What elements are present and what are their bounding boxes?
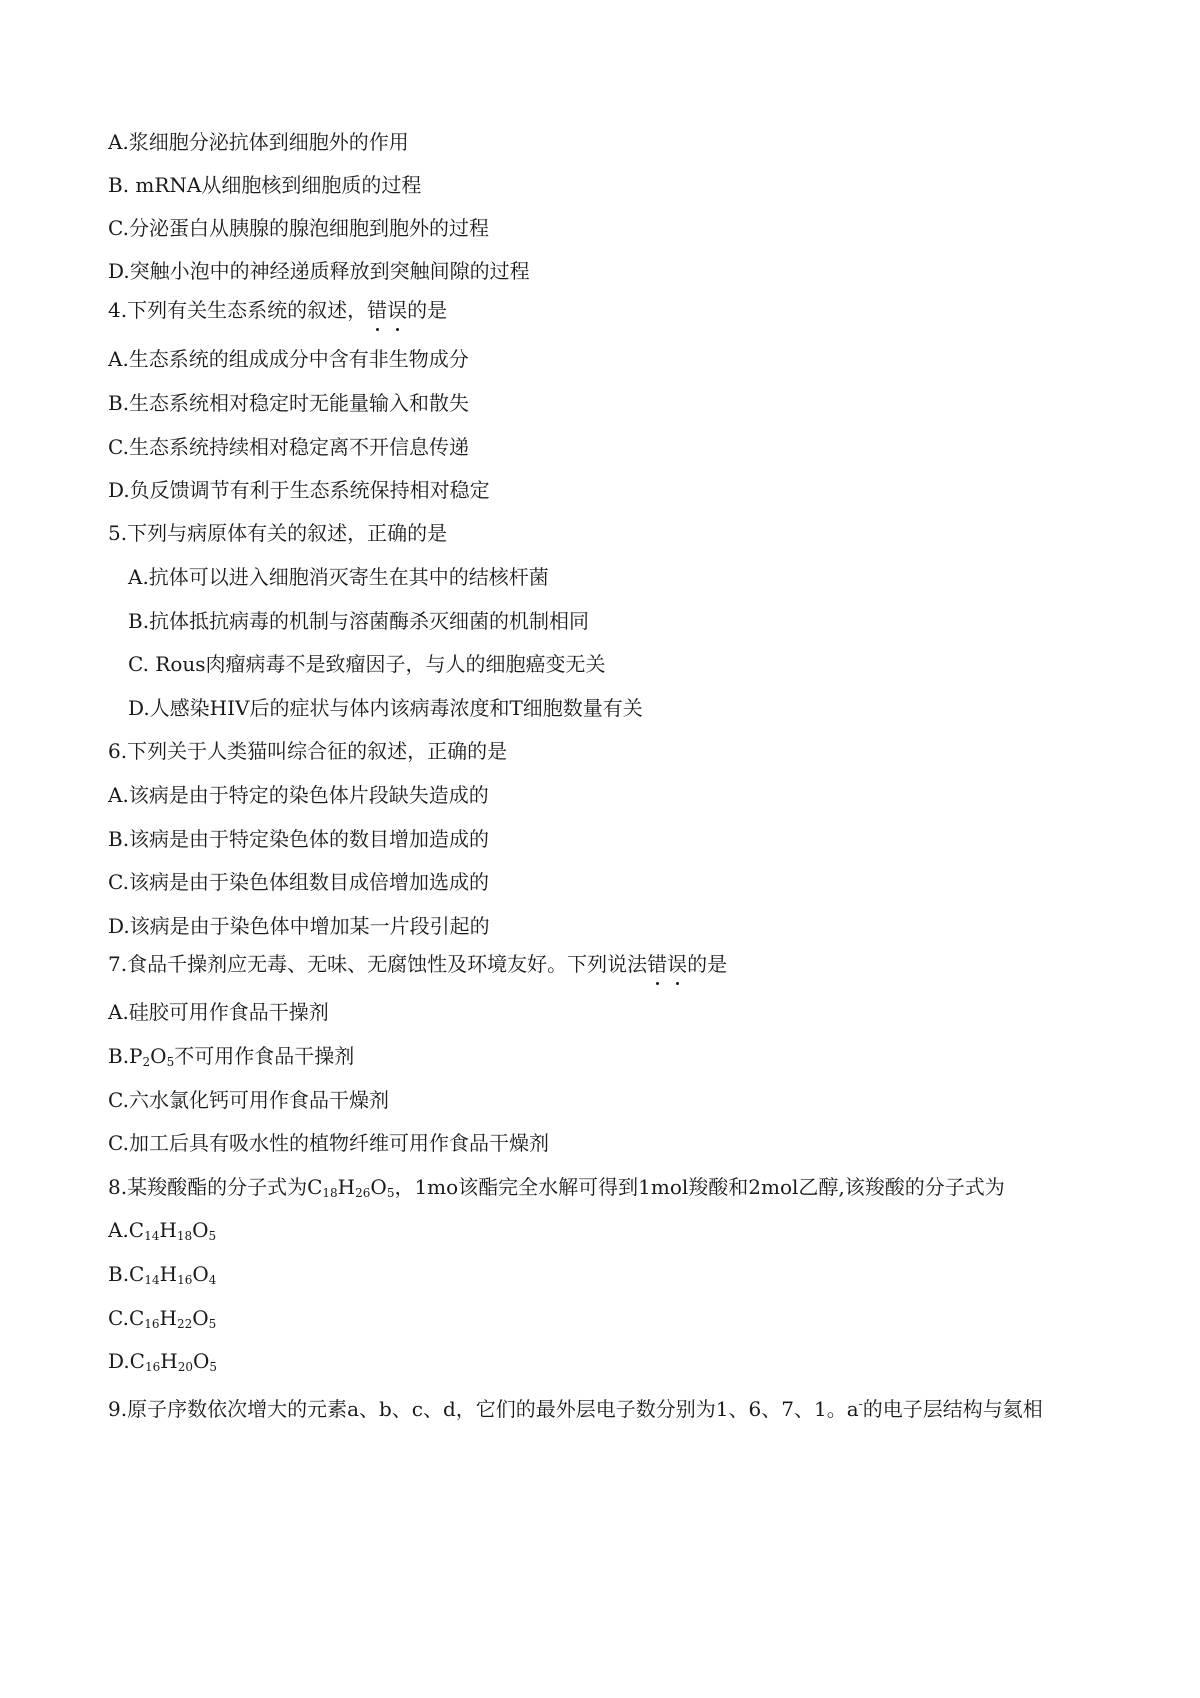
q8-option-b <box>108 1260 216 1288</box>
q8-option-h-sub: 20 <box>177 1360 193 1374</box>
q8-stem-post: ，1mo该酯完全水解可得到1mol羧酸和2mol乙醇,该羧酸的分子式为 <box>394 1175 1005 1199</box>
q5-stem: 5.下列与病原体有关的叙述，正确的是 <box>108 521 448 545</box>
q4-option-b: B.生态系统相对稳定时无能量输入和散失 <box>108 391 470 415</box>
q9-stem-pre: 9.原子序数依次增大的元素a、b、c、d，它们的最外层电子数分别为1、6、7、1。a <box>108 1397 859 1421</box>
q3-option-c: C.分泌蛋白从胰腺的腺泡细胞到胞外的过程 <box>108 216 489 240</box>
q8-option-o-sub: 5 <box>208 1317 217 1331</box>
q8-formula-c-sub: 18 <box>322 1186 338 1200</box>
q7-stem <box>108 950 727 978</box>
q4-option-a: A.生态系统的组成成分中含有非生物成分 <box>108 347 469 371</box>
q7-emphasis-char-1: 错 <box>647 952 668 976</box>
q8-formula-h: H <box>337 1175 356 1199</box>
q8-option-h: H <box>159 1218 177 1242</box>
q8-option-h-sub: 16 <box>177 1273 193 1287</box>
q4-option-d: D.负反馈调节有利于生态系统保持相对稳定 <box>108 478 490 502</box>
q5-option-b: B.抗体抵抗病毒的机制与溶菌酶杀灭细菌的机制相同 <box>128 609 590 633</box>
q8-option-c-sub: 16 <box>144 1360 161 1374</box>
q8-option-c-sub: 16 <box>144 1317 160 1331</box>
q7-stem-post: 的是 <box>687 952 728 976</box>
q7-emphasis-char-2: 误 <box>667 952 688 976</box>
q7-option-c: C.六水氯化钙可用作食品干燥剂 <box>108 1088 389 1112</box>
q8-formula-o-sub: 5 <box>386 1186 395 1200</box>
q8-option-h-sub: 22 <box>176 1317 193 1331</box>
q8-formula-h-sub: 26 <box>355 1186 371 1200</box>
q8-stem <box>108 1173 1005 1201</box>
q7-option-b-sub-2: 5 <box>166 1055 175 1069</box>
q4-stem-pre: 4.下列有关生态系统的叙述， <box>108 298 368 322</box>
q4-option-c: C.生态系统持续相对稳定离不开信息传递 <box>108 435 469 459</box>
q7-option-a: A.硅胶可用作食品干操剂 <box>108 1000 329 1024</box>
q8-option-c-sub: 14 <box>144 1229 160 1243</box>
q7-stem-pre: 7.食品千操剂应无毒、无味、无腐蚀性及环境友好。下列说法 <box>108 952 648 976</box>
q8-option-o-sub: 5 <box>209 1360 218 1374</box>
q9-superscript: - <box>858 1397 863 1411</box>
q8-option-o: O <box>193 1349 210 1373</box>
q3-option-b: B. mRNA从细胞核到细胞质的过程 <box>108 173 422 197</box>
q6-stem: 6.下列关于人类猫叫综合征的叙述，正确的是 <box>108 739 508 763</box>
q7-option-b-rest: 不可用作食品干操剂 <box>174 1044 355 1068</box>
q7-option-b-sub-1: 2 <box>142 1055 151 1069</box>
q8-option-o: O <box>192 1218 209 1242</box>
q7-option-b-o: O <box>150 1044 167 1068</box>
q6-option-d: D.该病是由于染色体中增加某一片段引起的 <box>108 914 490 938</box>
q8-option-c-sub: 14 <box>144 1273 160 1287</box>
q9-stem <box>108 1390 1043 1421</box>
q4-emphasis-char-1: 错 <box>367 298 388 322</box>
q8-option-h: H <box>159 1262 178 1286</box>
q5-option-c: C. Rous肉瘤病毒不是致瘤因子，与人的细胞癌变无关 <box>128 652 606 676</box>
q5-option-d: D.人感染HIV后的症状与体内该病毒浓度和T细胞数量有关 <box>128 696 643 720</box>
q4-emphasis-char-2: 误 <box>387 298 408 322</box>
q8-option-label: D.C <box>108 1349 145 1373</box>
q6-option-a: A.该病是由于特定的染色体片段缺失造成的 <box>108 783 489 807</box>
q8-option-o-sub: 4 <box>208 1273 217 1287</box>
q5-option-a: A.抗体可以进入细胞消灭寄生在其中的结核杆菌 <box>128 565 549 589</box>
q8-option-a <box>108 1216 216 1244</box>
q8-formula-o: O <box>370 1175 387 1199</box>
q3-option-a: A.浆细胞分泌抗体到细胞外的作用 <box>108 130 409 154</box>
q9-stem-post: 的电子层结构与氦相 <box>862 1397 1043 1421</box>
q8-stem-pre: 8.某羧酸酯的分子式为C <box>108 1175 323 1199</box>
q3-option-d: D.突触小泡中的神经递质释放到突触间隙的过程 <box>108 259 530 283</box>
q8-option-h: H <box>159 1306 177 1330</box>
q6-option-c: C.该病是由于染色体组数目成倍增加选成的 <box>108 870 489 894</box>
q8-option-d <box>108 1347 217 1375</box>
q8-option-label: A.C <box>108 1218 145 1242</box>
q8-option-o-sub: 5 <box>208 1229 217 1243</box>
q6-option-b: B.该病是由于特定染色体的数目增加造成的 <box>108 827 490 851</box>
q8-option-o: O <box>192 1306 209 1330</box>
q4-stem <box>108 296 447 324</box>
q8-option-h-sub: 18 <box>176 1229 193 1243</box>
q7-option-d: C.加工后具有吸水性的植物纤维可用作食品干燥剂 <box>108 1131 549 1155</box>
q7-option-b-p: B.P <box>108 1044 143 1068</box>
q8-option-c <box>108 1304 216 1332</box>
q8-option-label: C.C <box>108 1306 145 1330</box>
q7-option-b <box>108 1042 354 1070</box>
q8-option-label: B.C <box>108 1262 145 1286</box>
q4-stem-post: 的是 <box>407 298 448 322</box>
q8-option-h: H <box>160 1349 178 1373</box>
q8-option-o: O <box>192 1262 209 1286</box>
